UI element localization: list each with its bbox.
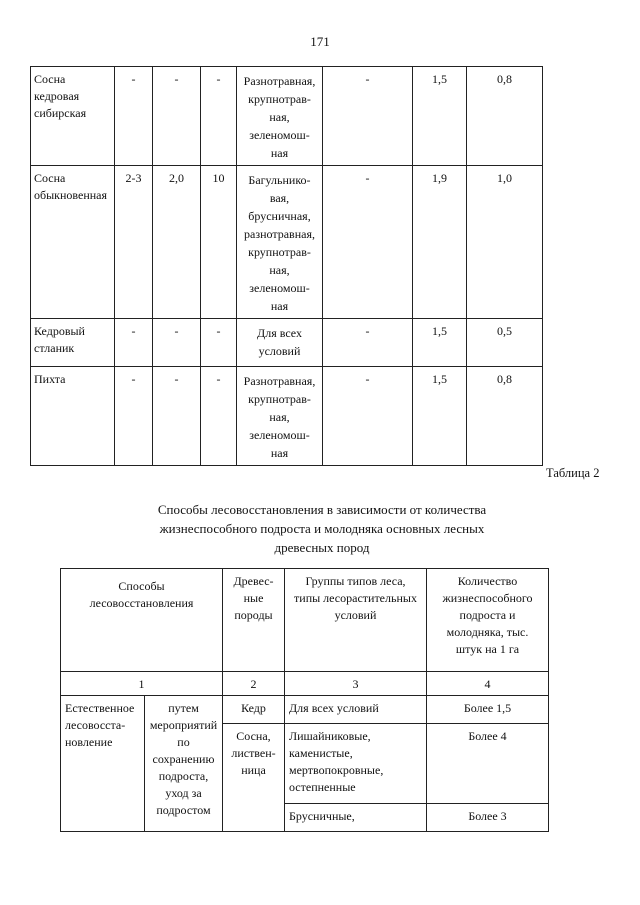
method-sub-cell: путем мероприятий по сохранению подроста, уход за подростом bbox=[145, 696, 223, 832]
value-cell: 0,8 bbox=[467, 67, 543, 166]
value-cell: - bbox=[153, 319, 201, 367]
value-cell: 1,0 bbox=[467, 166, 543, 319]
column-number: 3 bbox=[285, 672, 427, 696]
header-species: Древес- ные породы bbox=[223, 569, 285, 672]
value-cell: - bbox=[201, 67, 237, 166]
group-cell: Брусничные, bbox=[285, 804, 427, 832]
value-cell: 0,8 bbox=[467, 367, 543, 466]
column-number: 4 bbox=[427, 672, 549, 696]
table-label: Таблица 2 bbox=[546, 466, 600, 480]
habitat-cell: Багульнико- вая, брусничная, разнотравная, крупнотрав- ная, зеленомош- ная bbox=[237, 166, 323, 319]
column-number: 2 bbox=[223, 672, 285, 696]
value-cell: 1,5 bbox=[413, 67, 467, 166]
value-cell: - bbox=[201, 367, 237, 466]
table-row bbox=[31, 67, 543, 166]
table-row bbox=[61, 696, 549, 724]
header-methods: Способы лесовосстановления bbox=[61, 569, 223, 672]
value-cell: - bbox=[153, 67, 201, 166]
table-row bbox=[31, 319, 543, 367]
method-main-cell: Естественное лесовосста- новление bbox=[61, 696, 145, 832]
species-cell: Пихта bbox=[31, 367, 115, 466]
quantity-cell: Более 1,5 bbox=[427, 696, 549, 724]
species-cell: Кедровый стланик bbox=[31, 319, 115, 367]
value-cell: - bbox=[201, 319, 237, 367]
quantity-cell: Более 4 bbox=[427, 724, 549, 804]
species-cell: Сосна кедровая сибирская bbox=[31, 67, 115, 166]
value-cell: - bbox=[323, 319, 413, 367]
value-cell: - bbox=[115, 367, 153, 466]
habitat-cell: Разнотравная, крупнотрав- ная, зеленомош- ная bbox=[237, 67, 323, 166]
table-title: Способы лесовосстановления в зависимости от количества жизнеспособного подроста и молодняка основных лесных древесных пород bbox=[157, 502, 487, 555]
species-regeneration-table bbox=[30, 66, 543, 466]
header-row bbox=[61, 569, 549, 672]
value-cell: 1,5 bbox=[413, 367, 467, 466]
value-cell: - bbox=[323, 166, 413, 319]
value-cell: - bbox=[323, 67, 413, 166]
quantity-cell: Более 3 bbox=[427, 804, 549, 832]
value-cell: 2-3 bbox=[115, 166, 153, 319]
page-number: 171 bbox=[310, 34, 330, 49]
regeneration-methods-table bbox=[60, 568, 549, 832]
value-cell: - bbox=[323, 367, 413, 466]
column-numbers-row bbox=[61, 672, 549, 696]
value-cell: 1,9 bbox=[413, 166, 467, 319]
header-quantity: Количество жизнеспособного подроста и молодняка, тыс. штук на 1 га bbox=[427, 569, 549, 672]
species-cell: Сосна обыкновенная bbox=[31, 166, 115, 319]
value-cell: - bbox=[153, 367, 201, 466]
habitat-cell: Для всех условий bbox=[237, 319, 323, 367]
group-cell: Лишайниковые, каменистые, мертвопокровные, остепненные bbox=[285, 724, 427, 804]
column-number: 1 bbox=[61, 672, 223, 696]
value-cell: - bbox=[115, 319, 153, 367]
group-cell: Для всех условий bbox=[285, 696, 427, 724]
value-cell: 10 bbox=[201, 166, 237, 319]
value-cell: 1,5 bbox=[413, 319, 467, 367]
value-cell: 0,5 bbox=[467, 319, 543, 367]
species-cell: Кедр bbox=[223, 696, 285, 724]
value-cell: - bbox=[115, 67, 153, 166]
header-groups: Группы типов леса, типы лесорастительных условий bbox=[285, 569, 427, 672]
value-cell: 2,0 bbox=[153, 166, 201, 319]
table-row bbox=[31, 166, 543, 319]
species-cell: Сосна, листвен- ница bbox=[223, 724, 285, 832]
habitat-cell: Разнотравная, крупнотрав- ная, зеленомош- ная bbox=[237, 367, 323, 466]
table-row bbox=[31, 367, 543, 466]
